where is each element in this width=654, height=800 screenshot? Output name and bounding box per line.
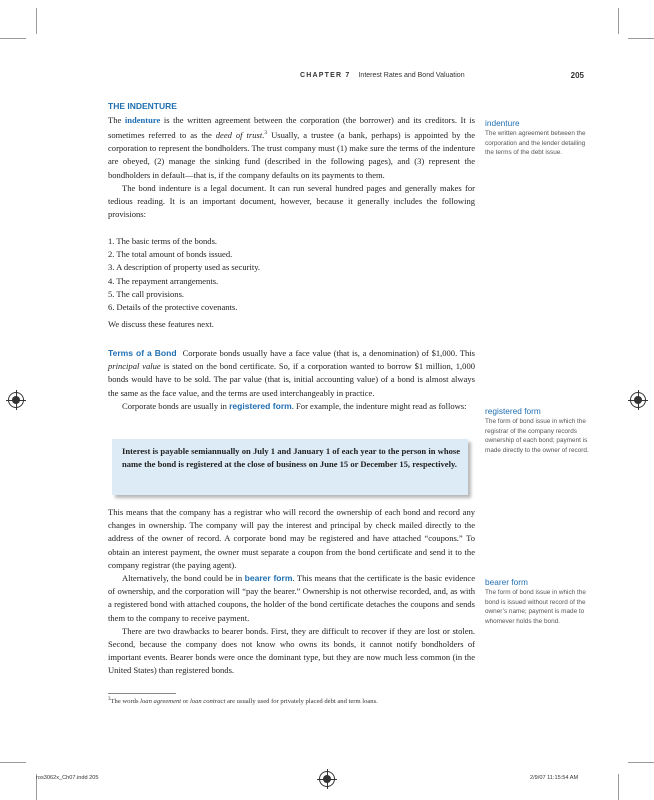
list-item: 2. The total amount of bonds issued. — [108, 249, 233, 260]
list-item: 3. A description of property used as security. — [108, 262, 261, 273]
footnote-rule — [108, 693, 176, 694]
chapter-label: CHAPTER 7 — [300, 72, 351, 79]
paragraph: This means that the company has a registrar who will record the ownership of each bond and record any changes in ownership. The company will pay the interest and principal by check mailed directly to the address of the owner of record. A corporate bond may be registered and have attached “coupons.” To obtain an interest payment, the owner must separate a coupon from the bond certificate and send it to the company registrar (the paying agent). — [108, 507, 475, 570]
crop-mark — [628, 762, 654, 763]
crop-mark — [618, 8, 619, 34]
section-heading: THE INDENTURE — [108, 101, 177, 111]
page-number: 205 — [570, 71, 584, 80]
margin-note-indenture — [485, 118, 593, 158]
chapter-title: Interest Rates and Bond Valuation — [358, 72, 465, 79]
indenture-quote-box: Interest is payable semiannually on July 1 and January 1 of each year to the person in whose name the bond is registered at the close of business on June 15 or December 15, respectively. — [112, 439, 468, 495]
provisions-list — [108, 235, 475, 331]
running-head — [300, 72, 584, 79]
crop-mark — [0, 38, 26, 39]
list-item: 1. The basic terms of the bonds. — [108, 236, 218, 246]
crop-mark — [36, 8, 37, 34]
keyword-registered-form: registered form — [229, 400, 292, 411]
terms-body — [108, 347, 475, 413]
paragraph: Alternatively, the bond could be in bearer form. This means that the certificate is the basic evidence of ownership, and the corporation will “pay the bearer.” Ownership is not otherwise recorded, and, as with a registered bond with attached coupons, the holder of the bond certificate detaches the coupons and sends them to the company to receive payment. — [108, 573, 476, 623]
registration-mark-icon — [319, 771, 335, 787]
registration-mark-icon — [630, 392, 646, 408]
list-item: 4. The repayment arrangements. — [108, 275, 219, 286]
crop-mark — [0, 762, 26, 763]
margin-term: bearer form — [485, 577, 528, 587]
keyword-bearer-form: bearer form — [244, 573, 293, 584]
run-in-heading: Terms of a Bond — [108, 348, 177, 358]
margin-term: indenture — [485, 118, 520, 128]
slug-file: ros3062x_Ch07.indd 205 — [36, 775, 99, 781]
slug-timestamp: 2/9/07 11:15:54 AM — [530, 775, 579, 781]
paragraph: The bond indenture is a legal document. It can run several hundred pages and generally makes for tedious reading. It is an important document, however, because it generally includes the following provisions: — [108, 182, 475, 220]
list-item: 6. Details of the protective covenants. — [108, 302, 238, 313]
margin-note-registered-form — [485, 406, 593, 455]
crop-mark — [628, 38, 654, 39]
paragraph: Terms of a Bond Corporate bonds usually have a face value (that is, a denomination) of $1,000. This principal value is stated on the bond certificate. So, if a corporation wanted to borrow $1 million, 1,000 bonds would have to be sold. The par value (that is, initial accounting value) of a bond is almost always the same as the face value, and the terms are used interchangeably in practice. — [108, 348, 475, 398]
paragraph: We discuss these features next. — [108, 319, 214, 330]
keyword-indenture: indenture — [124, 115, 161, 125]
footnote: $^3$The words loan agreement or loan contract are usually used for privately placed debt and term loans. — [108, 697, 378, 706]
footnote-ref: 3 — [264, 130, 268, 137]
margin-term: registered form — [485, 406, 541, 416]
terms-body-continued — [108, 506, 475, 678]
list-item: 5. The call provisions. — [108, 288, 185, 299]
margin-definition: The form of bond issue in which the registrar of the company records ownership of each bond; payment is made directly to the owner of record. — [485, 418, 589, 454]
paragraph: Corporate bonds are usually in registered form. For example, the indenture might read as follows: — [122, 400, 467, 411]
margin-note-bearer-form — [485, 577, 593, 626]
indenture-body — [108, 114, 475, 221]
registration-mark-icon — [8, 392, 24, 408]
paragraph: There are two drawbacks to bearer bonds. First, they are difficult to recover if they are lost or stolen. Second, because the company does not know who owns its bonds, it cannot notify bondholders of important events. Bearer bonds were once the dominant type, but they are now much less common (in the United States) than registered bonds. — [108, 625, 475, 676]
margin-definition: The written agreement between the corporation and the lender detailing the terms of the debt issue. — [485, 130, 586, 157]
margin-definition: The form of bond issue in which the bond is issued without record of the owner’s name; payment is made to whomever holds the bond. — [485, 589, 586, 625]
crop-mark — [618, 774, 619, 800]
paragraph: The indenture is the written agreement between the corporation (the borrower) and its creditors. It is sometimes referred to as the deed of trust.$^3$ Usually, a trustee (a bank, perhaps) is appointed by the corporation to represent the bondholders. The trust company must (1) make sure the terms of the indenture are obeyed, (2) manage the sinking fund (described in the following pages), and (3) represent the bondholders in default—that is, if the company defaults on its payments to them. — [108, 115, 476, 180]
